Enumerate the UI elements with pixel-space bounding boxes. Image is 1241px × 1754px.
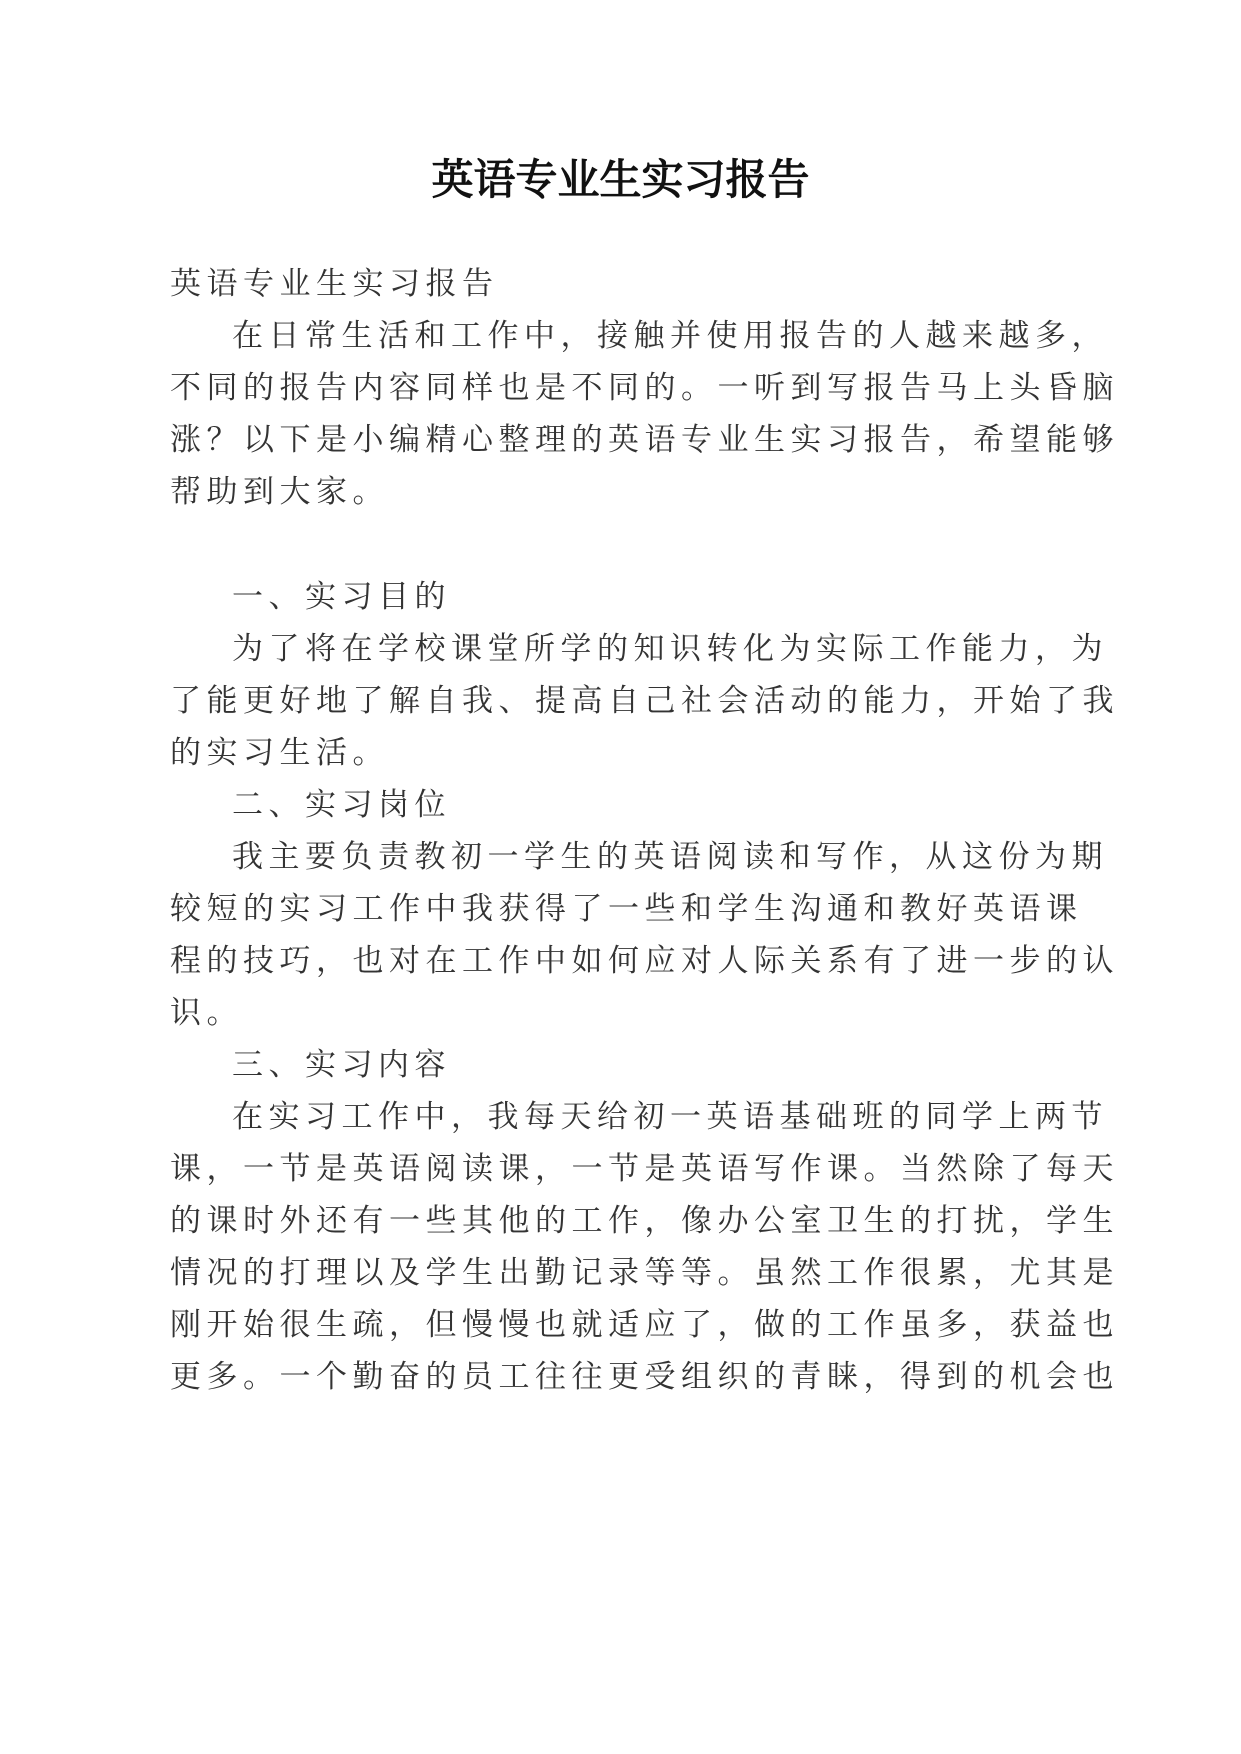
paragraph-line: 在日常生活和工作中，接触并使用报告的人越来越多， (232, 318, 1108, 354)
paragraph-line: 为了将在学校课堂所学的知识转化为实际工作能力，为 (232, 631, 1108, 667)
paragraph-line: 刚开始很生疏，但慢慢也就适应了，做的工作虽多，获益也 (170, 1307, 1119, 1343)
section-heading: 二、实习岗位 (232, 787, 451, 823)
paragraph-line: 的实习生活。 (170, 735, 389, 771)
paragraph-line: 涨？以下是小编精心整理的英语专业生实习报告，希望能够 (170, 422, 1119, 458)
paragraph-line: 情况的打理以及学生出勤记录等等。虽然工作很累，尤其是 (170, 1255, 1119, 1291)
paragraph-line: 程的技巧，也对在工作中如何应对人际关系有了进一步的认 (170, 943, 1119, 979)
paragraph-line: 识。 (170, 995, 243, 1031)
subtitle-line: 英语专业生实习报告 (170, 266, 499, 302)
paragraph-line: 更多。一个勤奋的员工往往更受组织的青睐，得到的机会也 (170, 1359, 1119, 1395)
paragraph-line: 的课时外还有一些其他的工作，像办公室卫生的打扰，学生 (170, 1203, 1119, 1239)
paragraph-line: 了能更好地了解自我、提高自己社会活动的能力，开始了我 (170, 683, 1119, 719)
section-heading: 三、实习内容 (232, 1047, 451, 1083)
paragraph-line: 不同的报告内容同样也是不同的。一听到写报告马上头昏脑 (170, 370, 1119, 406)
paragraph-line: 较短的实习工作中我获得了一些和学生沟通和教好英语课 (170, 891, 1083, 927)
paragraph-line: 在实习工作中，我每天给初一英语基础班的同学上两节 (232, 1099, 1108, 1135)
document-title: 英语专业生实习报告 (431, 155, 810, 204)
paragraph-line: 课，一节是英语阅读课，一节是英语写作课。当然除了每天 (170, 1151, 1119, 1187)
paragraph-line: 我主要负责教初一学生的英语阅读和写作，从这份为期 (232, 839, 1108, 875)
paragraph-line: 帮助到大家。 (170, 474, 389, 510)
section-heading: 一、实习目的 (232, 579, 451, 615)
